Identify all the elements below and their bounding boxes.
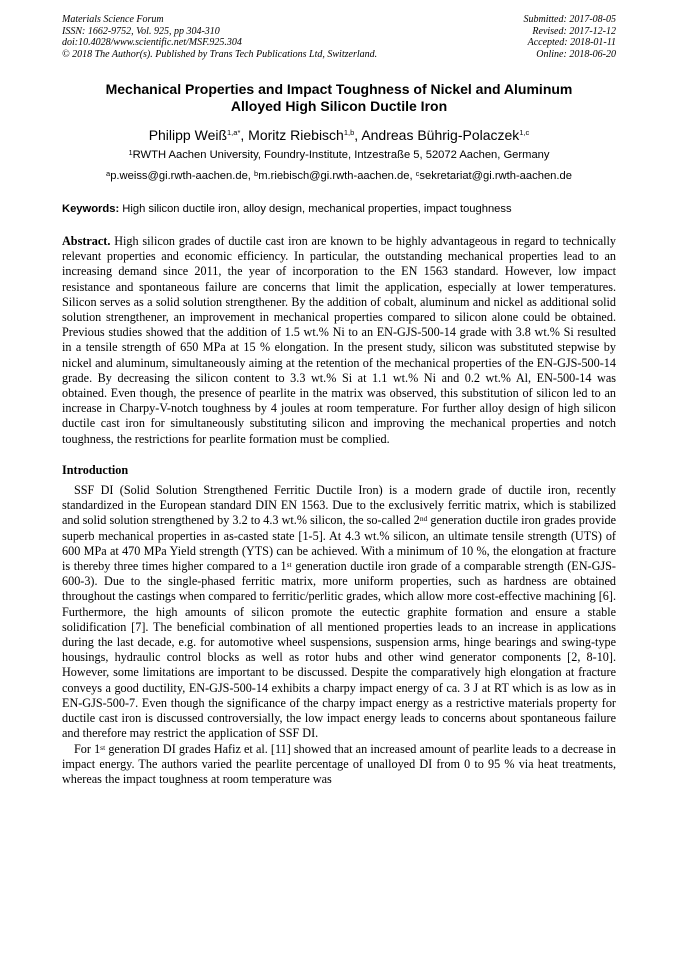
journal-header: [62, 14, 616, 62]
dates-info: [524, 14, 617, 60]
intro-paragraph-1: [62, 483, 616, 741]
author-separator: ,: [240, 127, 249, 143]
affiliation-marker: 1: [128, 148, 133, 157]
online-date: Online: 2018-06-20: [536, 48, 616, 60]
paper-title: [62, 81, 616, 115]
affiliation-text: RWTH Aachen University, Foundry-Institute, Intzestraße 5, 52072 Aachen, Germany: [132, 149, 550, 161]
intro-p1-superscript: st: [286, 560, 292, 570]
keywords-text: High silicon ductile iron, alloy design, mechanical properties, impact toughness: [119, 203, 512, 215]
abstract-text: High silicon grades of ductile cast iron are known to be highly advantageous in regard to technically relevant properties and economic efficiency. In particular, the outstanding mechanical properties lead to an increasing demand since 2011, the year of incorporation to the EN 1563 standard. However, low impact resistance and spontaneous failure are concerns that limit the application, especially at lower temperatures. Silicon serves as a solid solution strengthener. By the addition of cobalt, aluminum and nickel as additional solid solution strengthener, an improvement in mechanical properties compared to silicon alone could be obtained. Previous studies showed that the addition of 1.5 wt.% Ni to an EN-GJS-500-14 grade with 3.8 wt.% Si resulted in a tensile strength of 650 MPa at 15 % elongation. In the present study, silicon was substituted stepwise by nickel and aluminum, simultaneously aiming at the retention of the mechanical properties of the EN-GJS-500-14 grade. By decreasing the silicon content to 3.3 wt.% Si at 1.1 wt.% Ni and 0.2 wt.% Al, EN-500-14 was obtained. Even though, the presence of pearlite in the matrix was observed, this substitution of silicon led to an increase in Charpy-V-notch toughness by 4 joules at room temperature. For further alloy design of high silicon ductile cast iron for simultaneously substituting silicon and improving the mechanical properties and notch toughness, the restrictions for pearlite formation must be complied.: [62, 234, 616, 446]
author-1-affil: 1,a*: [227, 128, 241, 137]
abstract-label: Abstract.: [62, 234, 111, 248]
author-1: Philipp Weiß: [148, 127, 228, 143]
author-separator: ,: [354, 127, 362, 143]
email-b-marker: b: [254, 169, 259, 178]
section-heading-introduction: Introduction: [62, 462, 129, 477]
email-c: sekretariat@gi.rwth-aachen.de: [419, 170, 572, 182]
email-c-marker: c: [415, 169, 420, 178]
abstract: [62, 234, 616, 447]
intro-p1-superscript: nd: [419, 514, 428, 524]
accepted-date: Accepted: 2018-01-11: [527, 37, 616, 49]
journal-name: Materials Science Forum: [62, 14, 164, 25]
issn: ISSN: 1662-9752, Vol. 925, pp 304-310: [62, 25, 220, 37]
email-a-marker: a: [106, 169, 111, 178]
doi: doi:10.4028/www.scientific.net/MSF.925.304: [62, 37, 242, 49]
intro-p1-text-b: generation ductile iron grades provide superb mechanical properties in as-casted state [1-5]. At 4.3 wt.% silicon, an ultimate tensile strength (UTS) of 600 MPa at 470 MPa Yield strength (YTS) can be achieved. With a minimum of 10 %, the elongation at fracture is thereby three times higher compared to a 1: [62, 513, 616, 574]
intro-p1-text-a: SSF DI (Solid Solution Strengthened Ferritic Ductile Iron) is a modern grade of ductile iron, recently standardized in the European standard DIN EN 1563. Due to the exclusively ferritic matrix, which is stabilized and solid solution strengthened by 3.2 to 4.3 wt.% silicon, the so-called 2: [62, 483, 616, 528]
author-3: Andreas Bührig-Polaczek: [361, 127, 520, 143]
email-b: m.riebisch@gi.rwth-aachen.de,: [258, 170, 416, 182]
title-line-1: Mechanical Properties and Impact Toughness of Nickel and Aluminum: [105, 81, 573, 97]
email-a: p.weiss@gi.rwth-aachen.de,: [110, 170, 255, 182]
intro-p2-text-b: generation DI grades Hafiz et al. [11] showed that an increased amount of pearlite leads to a decrease in impact energy. The authors varied the pearlite percentage of unalloyed DI from 0 to 95 % via heat treatments, whereas the impact toughness at room temperature was: [62, 741, 616, 786]
intro-paragraph-2: [62, 742, 616, 788]
author-3-affil: 1,c: [519, 128, 530, 137]
intro-p1-text-c: generation ductile iron grade of a comparable strength (EN-GJS-600-3). Due to the single-phased ferritic matrix, more uniform properties, such as hardness are obtained throughout the castings when compared to ferritic/perlitic grades, which allow more cost-effective machining [6]. Furthermore, the high amounts of silicon promote the eutectic graphite formation and ensure a stable solidification [7]. The beneficial combination of all mentioned properties leads to an increase in applications during the last decade, e.g. for automotive wheel suspensions, suspension arms, hinge bearings and swing-type housings, hydraulic control blocks as well as rotor hubs and other wind generator components [2, 8-10]. However, some limitations are important to be discussed. Despite the comparatively high elongation at fracture conveys a good ductility, EN-GJS-500-14 exhibits a charpy impact energy of ca. 3 J at RT which is as low as in EN-GJS-500-7. Even though the significance of the charpy impact energy as a restrictive materials property for ductile cast iron is discussed controversially, the low impact energy leads to concerns about spontaneous failure and therefore may restrict the application of SSF DI.: [62, 559, 616, 741]
submitted-date: Submitted: 2017-08-05: [523, 14, 616, 25]
revised-date: Revised: 2017-12-12: [532, 25, 616, 37]
intro-p2-superscript: st: [100, 742, 106, 752]
keywords: [62, 202, 616, 216]
keywords-label: Keywords:: [62, 203, 120, 215]
affiliation: [62, 148, 616, 162]
journal-info: [62, 14, 377, 60]
copyright: © 2018 The Author(s). Published by Trans Tech Publications Ltd, Switzerland.: [62, 48, 378, 60]
intro-p2-text-a: For 1: [74, 741, 101, 756]
paper-page: [62, 14, 616, 787]
author-list: [62, 126, 616, 144]
title-line-2: Alloyed High Silicon Ductile Iron: [230, 98, 448, 114]
email-list: [62, 169, 616, 183]
author-2-affil: 1,b: [343, 128, 355, 137]
author-2: Moritz Riebisch: [248, 127, 344, 143]
